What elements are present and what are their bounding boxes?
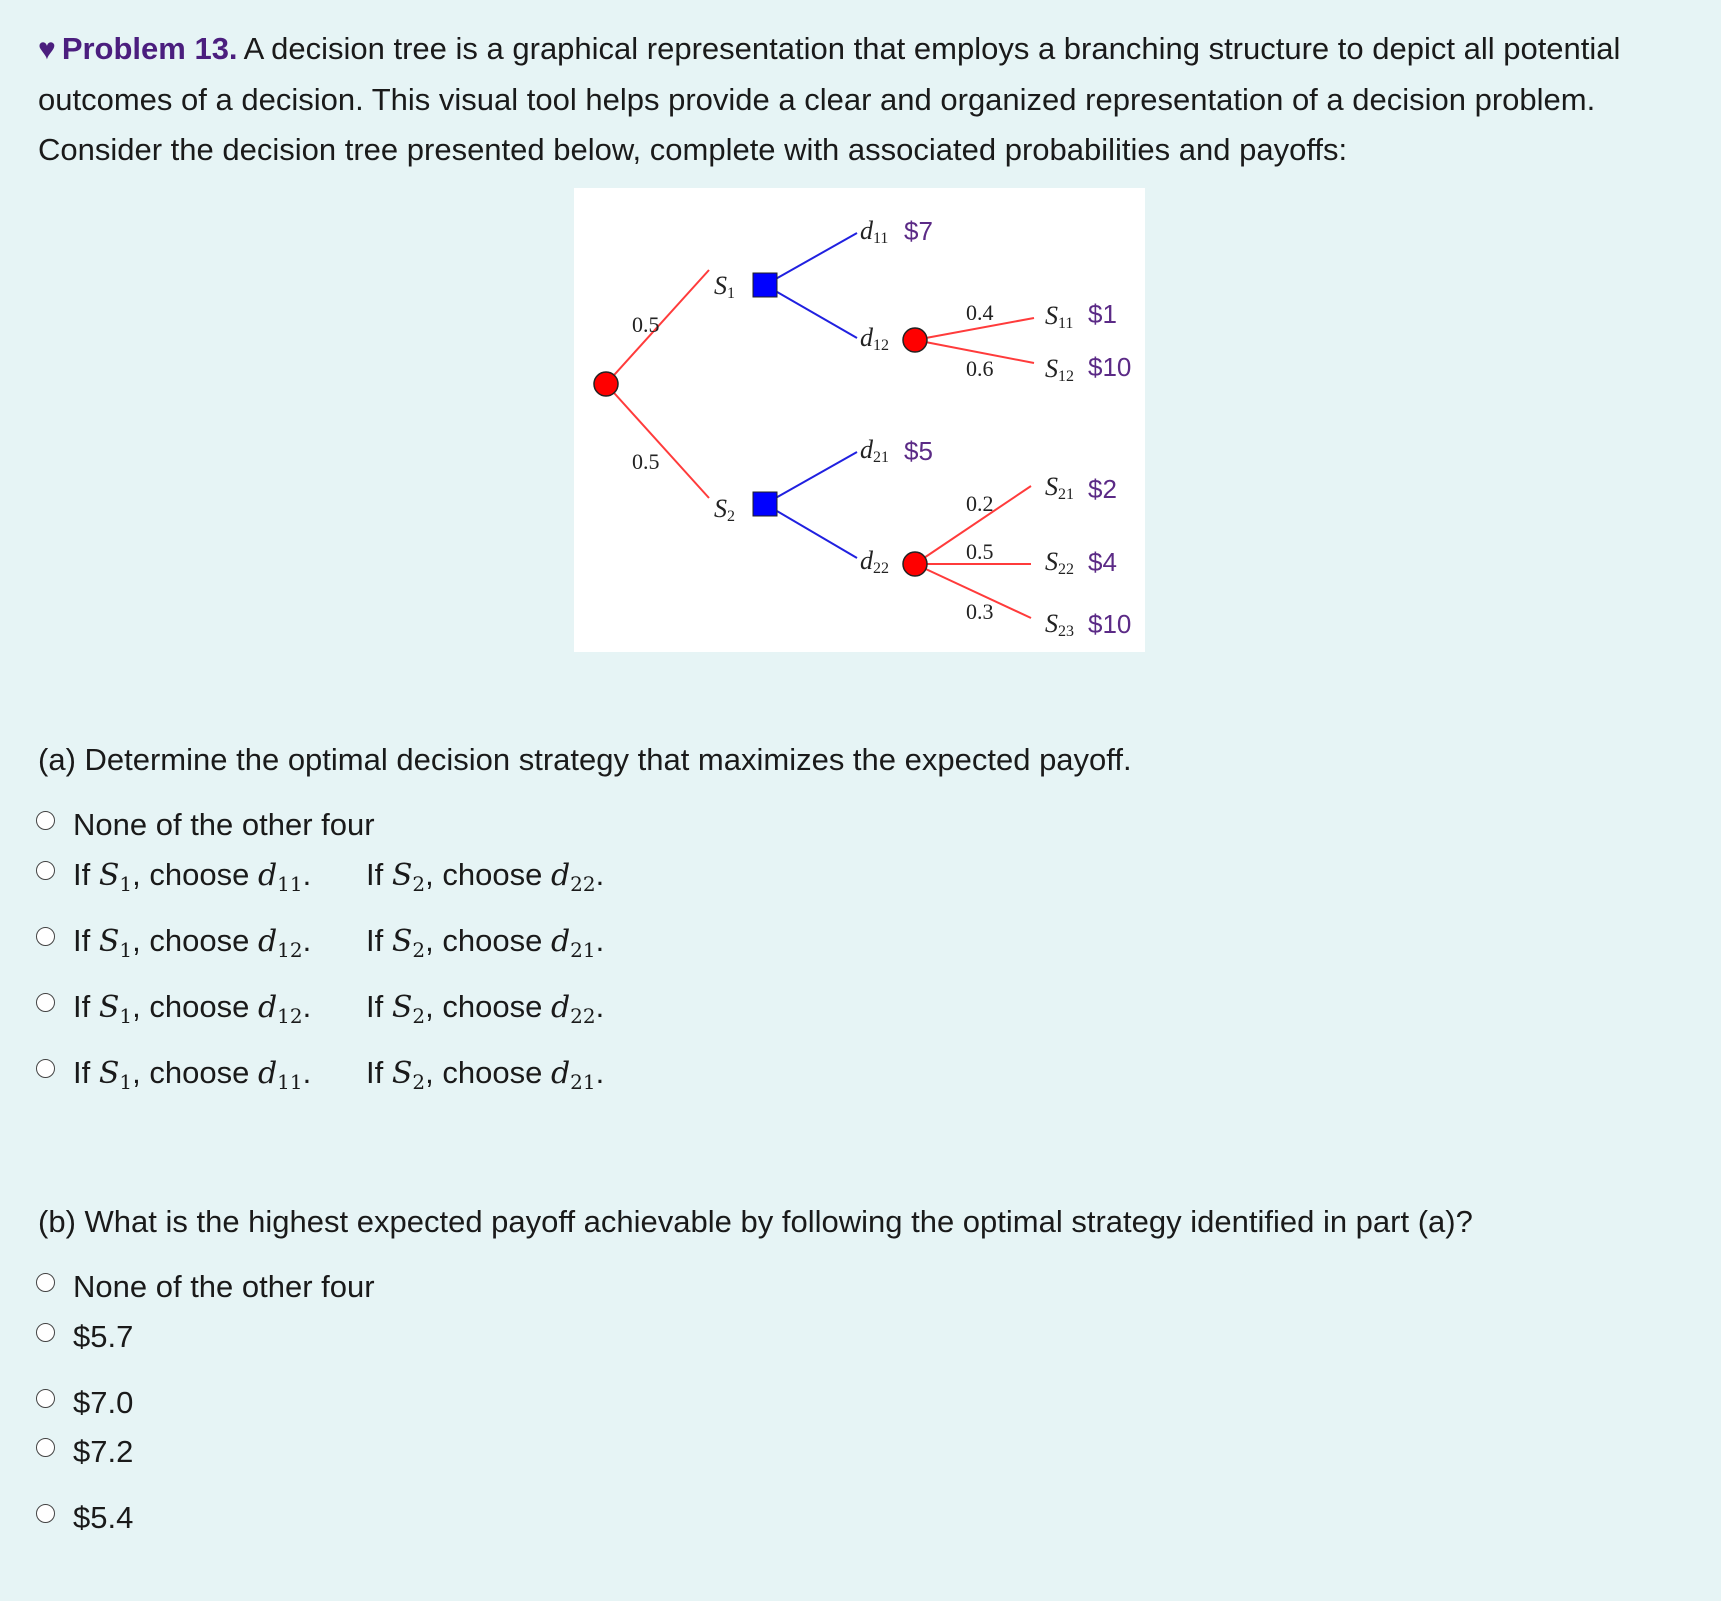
part-a-question: (a) Determine the optimal decision strategy that maximizes the expected payoff. [38, 742, 1132, 777]
state-label-s2: S2 [714, 494, 735, 525]
branch-d12 [765, 285, 857, 338]
problem-intro-text: A decision tree is a graphical representation that employs a branching structure to depict all potential outcomes of a decision. This visual tool helps provide a clear and organized representation of a decision problem. Consider the decision tree presented below, complete with associated probabilities and payoffs: [38, 31, 1621, 167]
part-b-option-none[interactable]: None of the other four [36, 1267, 375, 1307]
branch-d22 [765, 504, 857, 558]
payoff-d11: $7 [904, 216, 933, 246]
radio-button[interactable] [36, 811, 55, 830]
part-a-option-2[interactable]: If $S_1$, choose $d_{12}$. If $S_2$, choose $d_{21}$. [36, 921, 311, 961]
decision-label-d12: d12 [860, 323, 889, 354]
heart-icon: ♥ [38, 33, 56, 66]
radio-button[interactable] [36, 993, 55, 1012]
part-b-option-2[interactable]: $7.0 [36, 1383, 133, 1423]
branch-d11 [765, 233, 857, 285]
part-a-option-none[interactable]: None of the other four [36, 805, 375, 845]
outcome-label-s21: S21 [1045, 472, 1074, 503]
payoff-d21: $5 [904, 436, 933, 466]
part-a-option-3[interactable]: If $S_1$, choose $d_{12}$. If $S_2$, choose $d_{22}$. [36, 987, 311, 1027]
part-b-question: (b) What is the highest expected payoff achievable by following the optimal strategy identified in part (a)? [38, 1204, 1473, 1239]
prob-root-s1: 0.5 [632, 312, 660, 337]
state-label-s1: S1 [714, 271, 735, 302]
outcome-label-s22: S22 [1045, 547, 1074, 578]
part-b-option-3[interactable]: $7.2 [36, 1432, 133, 1472]
radio-button[interactable] [36, 1389, 55, 1408]
radio-button[interactable] [36, 927, 55, 946]
branch-root-s2 [606, 384, 709, 498]
decision-node-s1 [753, 273, 777, 297]
part-b-option-1[interactable]: $5.7 [36, 1317, 133, 1357]
radio-button[interactable] [36, 1438, 55, 1457]
prob-s22: 0.5 [966, 539, 994, 564]
prob-s21: 0.2 [966, 491, 994, 516]
outcome-label-s23: S23 [1045, 609, 1074, 640]
payoff-s12: $10 [1088, 352, 1132, 382]
prob-s11: 0.4 [966, 300, 994, 325]
payoff-s21: $2 [1088, 474, 1117, 504]
radio-button[interactable] [36, 1504, 55, 1523]
radio-button[interactable] [36, 861, 55, 880]
part-a-option-1[interactable]: If $S_1$, choose $d_{11}$. If $S_2$, choose $d_{22}$. [36, 855, 311, 895]
radio-button[interactable] [36, 1059, 55, 1078]
decision-tree-figure [574, 188, 1145, 652]
radio-button[interactable] [36, 1323, 55, 1342]
decision-label-d11: d11 [860, 216, 889, 247]
payoff-s11: $1 [1088, 299, 1117, 329]
decision-label-d21: d21 [860, 435, 889, 466]
part-b-option-4[interactable]: $5.4 [36, 1498, 133, 1538]
chance-node-d12 [903, 328, 927, 352]
prob-s12: 0.6 [966, 356, 994, 381]
payoff-s23: $10 [1088, 609, 1132, 639]
problem-title: Problem 13. [61, 31, 238, 66]
prob-root-s2: 0.5 [632, 449, 660, 474]
payoff-s22: $4 [1088, 547, 1117, 577]
outcome-label-s12: S12 [1045, 354, 1074, 385]
decision-label-d22: d22 [860, 546, 889, 577]
radio-button[interactable] [36, 1273, 55, 1292]
branch-d21 [765, 452, 857, 504]
outcome-label-s11: S11 [1045, 301, 1074, 332]
part-a-option-4[interactable]: If $S_1$, choose $d_{11}$. If $S_2$, choose $d_{21}$. [36, 1053, 311, 1093]
problem-statement [38, 24, 1678, 175]
decision-node-s2 [753, 492, 777, 516]
root-chance-node [594, 372, 618, 396]
decision-tree-diagram [574, 188, 1145, 652]
chance-node-d22 [903, 552, 927, 576]
prob-s23: 0.3 [966, 599, 994, 624]
